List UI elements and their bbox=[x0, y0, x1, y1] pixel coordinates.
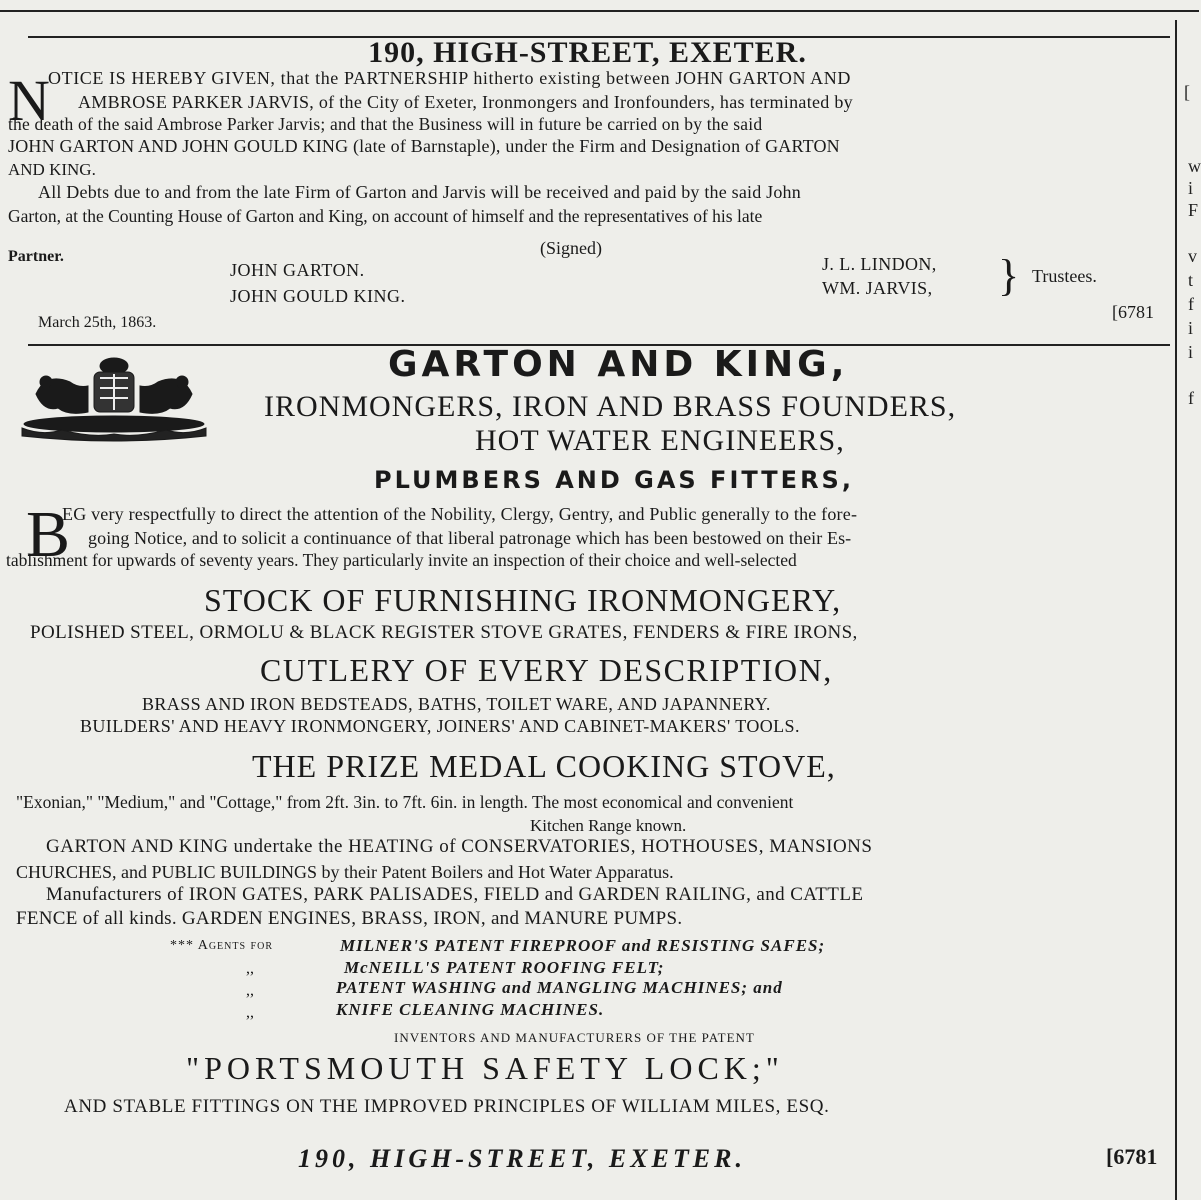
builders-line: BUILDERS' AND HEAVY IRONMONGERY, JOINERS' AND CABINET-MAKERS' TOOLS. bbox=[80, 716, 800, 736]
notice-line: Partner. bbox=[8, 248, 64, 265]
stock-line: POLISHED STEEL, ORMOLU & BLACK REGISTER STOVE GRATES, FENDERS & FIRE IRONS, bbox=[30, 622, 858, 643]
side-fragment: v bbox=[1188, 246, 1197, 266]
side-fragment: i bbox=[1188, 318, 1194, 338]
heating-line: CHURCHES, and PUBLIC BUILDINGS by their Patent Boilers and Hot Water Apparatus. bbox=[16, 862, 674, 882]
agents-item: KNIFE CLEANING MACHINES. bbox=[336, 1000, 605, 1019]
stove-heading: THE PRIZE MEDAL COOKING STOVE, bbox=[252, 748, 836, 784]
trustees-label: Trustees. bbox=[1032, 266, 1097, 286]
brass-line: BRASS AND IRON BEDSTEADS, BATHS, TOILET WARE, AND JAPANNERY. bbox=[142, 694, 771, 714]
notice-line: the death of the said Ambrose Parker Jarvis; and that the Business will in future be carried on by the said bbox=[8, 114, 763, 134]
heating-line: Manufacturers of IRON GATES, PARK PALISADES, FIELD and GARDEN RAILING, and CATTLE bbox=[46, 884, 864, 905]
notice-line: All Debts due to and from the late Firm of Garton and Jarvis will be received and paid by the said John bbox=[38, 182, 801, 202]
notice-date: March 25th, 1863. bbox=[38, 314, 157, 331]
notice-ref: [6781 bbox=[1112, 302, 1154, 322]
side-fragment: F bbox=[1188, 200, 1199, 220]
stove-line: "Exonian," "Medium," and "Cottage," from 2ft. 3in. to 7ft. 6in. in length. The most economical and convenient bbox=[16, 792, 794, 812]
side-fragment: i bbox=[1188, 342, 1194, 362]
trustee: WM. JARVIS, bbox=[822, 278, 933, 298]
signatory: JOHN GARTON. bbox=[230, 260, 365, 280]
advert-intro-line: EG very respectfully to direct the attention of the Nobility, Clergy, Gentry, and Public generally to the fore- bbox=[62, 504, 858, 524]
stock-heading: STOCK OF FURNISHING IRONMONGERY, bbox=[204, 582, 842, 618]
notice-line: AND KING. bbox=[8, 160, 96, 179]
stable-line: AND STABLE FITTINGS ON THE IMPROVED PRINCIPLES OF WILLIAM MILES, ESQ. bbox=[64, 1096, 830, 1117]
ditto-mark: ,, bbox=[246, 960, 254, 977]
heating-line: FENCE of all kinds. GARDEN ENGINES, BRASS, IRON, and MANURE PUMPS. bbox=[16, 908, 683, 929]
agents-item: McNEILL'S PATENT ROOFING FELT; bbox=[344, 958, 665, 977]
top-rule bbox=[0, 10, 1199, 12]
advert-subtitle: IRONMONGERS, IRON AND BRASS FOUNDERS, bbox=[264, 390, 957, 423]
notice-line: AMBROSE PARKER JARVIS, of the City of Exeter, Ironmongers and Ironfounders, has terminated by bbox=[78, 92, 853, 112]
agents-item: MILNER'S PATENT FIREPROOF and RESISTING SAFES; bbox=[340, 936, 826, 955]
advert-subtitle: HOT WATER ENGINEERS, bbox=[475, 424, 845, 457]
notice-line: OTICE IS HEREBY GIVEN, that the PARTNERSHIP hitherto existing between JOHN GARTON AND bbox=[48, 68, 851, 88]
side-fragment: t bbox=[1188, 270, 1194, 290]
advert-address: 190, HIGH-STREET, EXETER. bbox=[298, 1144, 746, 1173]
heating-line: GARTON AND KING undertake the HEATING of CONSERVATORIES, HOTHOUSES, MANSIONS bbox=[46, 836, 873, 857]
lock-heading: "PORTSMOUTH SAFETY LOCK;" bbox=[186, 1050, 784, 1086]
notice-line: Garton, at the Counting House of Garton and King, on account of himself and the representatives of his late bbox=[8, 206, 763, 226]
inventors-line: INVENTORS AND MANUFACTURERS OF THE PATENT bbox=[394, 1030, 755, 1045]
advert-ref: [6781 bbox=[1106, 1144, 1158, 1169]
royal-arms-emblem bbox=[16, 354, 212, 440]
side-fragment: f bbox=[1188, 294, 1194, 314]
ditto-mark: ,, bbox=[246, 982, 254, 999]
advert-subtitle: PLUMBERS AND GAS FITTERS, bbox=[374, 466, 854, 494]
advert-intro-line: going Notice, and to solicit a continuance of that liberal patronage which has been bestowed on their Es- bbox=[88, 528, 852, 548]
notice-heading: 190, HIGH-STREET, EXETER. bbox=[368, 36, 807, 69]
signatory: JOHN GOULD KING. bbox=[230, 286, 406, 306]
advert-drop-cap: B bbox=[26, 498, 71, 571]
side-fragment: i bbox=[1188, 178, 1194, 198]
trustee-brace: } bbox=[998, 251, 1020, 300]
notice-drop-cap: N bbox=[8, 68, 50, 133]
cutlery-heading: CUTLERY OF EVERY DESCRIPTION, bbox=[260, 652, 833, 688]
stove-line: Kitchen Range known. bbox=[530, 816, 687, 835]
agents-item: PATENT WASHING and MANGLING MACHINES; and bbox=[336, 978, 783, 997]
advert-intro-line: tablishment for upwards of seventy years. They particularly invite an inspection of their choice and well-selected bbox=[6, 550, 797, 570]
ditto-mark: ,, bbox=[246, 1004, 254, 1021]
trustee: J. L. LINDON, bbox=[822, 254, 937, 274]
column-divider bbox=[1175, 20, 1177, 1200]
agents-prefix: *** Agents for bbox=[170, 938, 274, 953]
side-fragment: [ bbox=[1184, 82, 1190, 102]
advert-title: GARTON AND KING, bbox=[388, 344, 849, 385]
side-fragment: w bbox=[1188, 156, 1201, 176]
side-fragment: f bbox=[1188, 388, 1194, 408]
notice-signed: (Signed) bbox=[540, 238, 602, 258]
notice-line: JOHN GARTON AND JOHN GOULD KING (late of Barnstaple), under the Firm and Designation of GARTON bbox=[8, 136, 840, 156]
